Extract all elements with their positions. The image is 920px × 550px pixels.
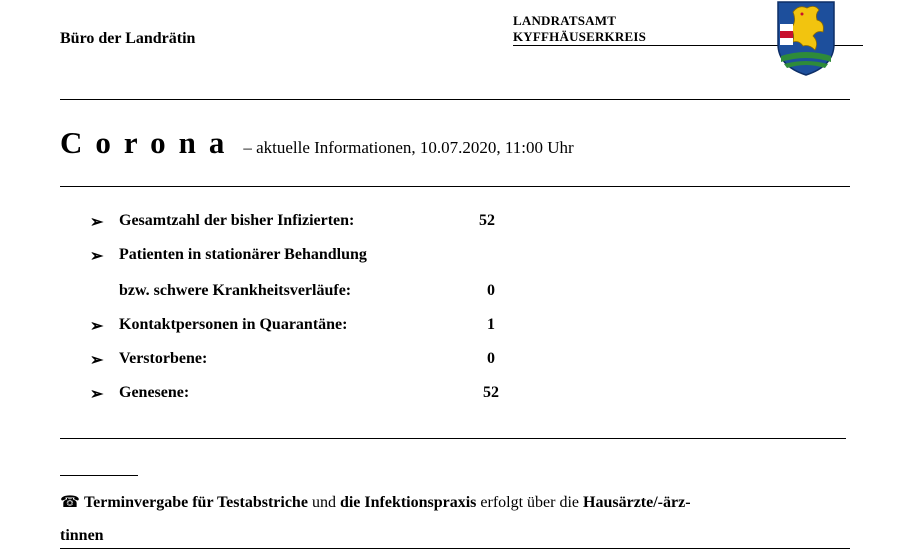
stat-label: Gesamtzahl der bisher Infizierten: xyxy=(119,212,355,229)
header-divider xyxy=(60,99,850,100)
stat-label: Genesene: xyxy=(119,384,190,401)
arrowhead-bullet-icon: ➢ xyxy=(90,386,104,403)
footnote-bold-4: tinnen xyxy=(60,527,104,544)
footnote-separator xyxy=(60,475,138,476)
stat-label: Patienten in stationärer Behandlung xyxy=(119,246,367,263)
arrowhead-bullet-icon: ➢ xyxy=(90,214,104,231)
stat-label: Verstorbene: xyxy=(119,350,208,367)
footnote-text xyxy=(60,492,691,512)
footnote-bold-2: die Infektionspraxis xyxy=(339,494,477,511)
stat-value: 0 xyxy=(487,350,495,367)
stat-value: 1 xyxy=(487,316,495,333)
title-main: Corona xyxy=(60,125,238,160)
title-divider xyxy=(60,186,850,187)
stat-value: 0 xyxy=(487,282,495,299)
authority-line-2: KYFFHÄUSERKREIS xyxy=(513,29,647,44)
stats-divider xyxy=(60,438,846,439)
title-subtitle: – aktuelle Informationen, 10.07.2020, 11:00 Uhr xyxy=(243,138,574,157)
authority-line-1: LANDRATSAMT xyxy=(513,13,617,28)
footnote-bold-1: Terminvergabe für Testabstriche xyxy=(83,494,308,511)
footnote-line-2 xyxy=(60,527,104,545)
stat-value: 52 xyxy=(483,384,499,401)
stat-label: Kontaktpersonen in Quarantäne: xyxy=(119,316,348,333)
footnote-text-2: erfolgt über die xyxy=(476,494,584,511)
footnote-bold-3: Hausärzte/-ärz- xyxy=(583,494,691,511)
stat-label: bzw. schwere Krankheitsverläufe: xyxy=(119,282,352,299)
arrowhead-bullet-icon: ➢ xyxy=(90,352,104,369)
telephone-icon: ☎ xyxy=(60,494,80,511)
page-title xyxy=(60,125,574,161)
footer-divider xyxy=(60,548,850,549)
stat-value: 52 xyxy=(479,212,495,229)
arrowhead-bullet-icon: ➢ xyxy=(90,318,104,335)
footnote-text-1: und xyxy=(307,494,340,511)
arrowhead-bullet-icon: ➢ xyxy=(90,248,104,265)
coat-of-arms-icon xyxy=(775,0,837,76)
office-name: Büro der Landrätin xyxy=(60,30,196,47)
